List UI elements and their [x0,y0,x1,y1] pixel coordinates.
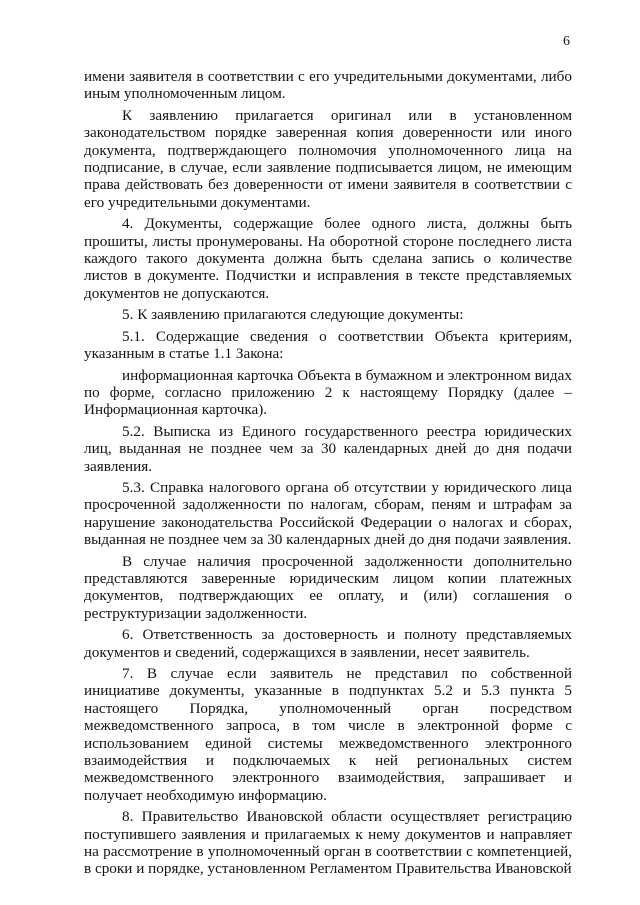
page-number: 6 [563,34,570,49]
paragraph-item-7: 7. В случае если заявитель не представил по собственной инициативе документы, указанные в подпунктах 5.2 и 5.3 пункта 5 настоящего Порядка, уполномоченный орган посредством межведомственного запроса, в том числе в электронной форме с использованием единой системы межведомственного электронного взаимодействия и подключаемых к ней региональных систем межведомственного электронного взаимодействия, запрашивает и получает необходимую информацию. [84,665,572,804]
paragraph-item-5-1: 5.1. Содержащие сведения о соответствии Объекта критериям, указанным в статье 1.1 Закона: [84,327,572,363]
paragraph-continuation: имени заявителя в соответствии с его учредительными документами, либо иным уполномоченным лицом. [84,68,572,103]
paragraph-item-5: 5. К заявлению прилагаются следующие документы: [122,306,464,324]
paragraph-item-5-3: 5.3. Справка налогового органа об отсутствии у юридического лица просроченной задолженности по налогам, сборам, пеням и штрафам за нарушение законодательства Российской Федерации о налогах и сборах, выданная не позднее чем за 30 календарных дней до дня подачи заявления. [84,478,572,549]
paragraph-info-card: информационная карточка Объекта в бумажном и электронном видах по форме, согласно приложению 2 к настоящему Порядку (далее – Информационная карточка). [84,366,572,419]
document-body [84,68,572,882]
paragraph-item-5-2: 5.2. Выписка из Единого государственного реестра юридических лиц, выданная не позднее чем за 30 календарных дней до дня подачи заявления. [84,422,572,475]
paragraph-power-of-attorney: К заявлению прилагается оригинал или в установленном законодательством порядке заверенная копия доверенности или иного документа, подтверждающего полномочия уполномоченного лица на подписание, в случае, если заявление подписывается лицом, не имеющим права действовать без доверенности от имени заявителя в соответствии с его учредительными документами. [84,106,572,211]
paragraph-item-8: 8. Правительство Ивановской области осуществляет регистрацию поступившего заявления и прилагаемых к нему документов и направляет на рассмотрение в уполномоченный орган в соответствии с компетенцией, в сроки и порядке, установленном Регламентом Правительства Ивановской [84,808,572,878]
paragraph-overdue-debt: В случае наличия просроченной задолженности дополнительно представляются заверенные юридическим лицом копии платежных документов, подтверждающих ее оплату, и (или) соглашения о реструктуризации задолженности. [84,552,572,622]
paragraph-item-4: 4. Документы, содержащие более одного листа, должны быть прошиты, листы пронумерованы. На оборотной стороне последнего листа каждого такого документа должна быть сделана запись о количестве листов в документе. Подчистки и исправления в тексте представляемых документов не допускаются. [84,215,572,302]
paragraph-item-6: 6. Ответственность за достоверность и полноту представляемых документов и сведений, содержащихся в заявлении, несет заявитель. [84,626,572,661]
